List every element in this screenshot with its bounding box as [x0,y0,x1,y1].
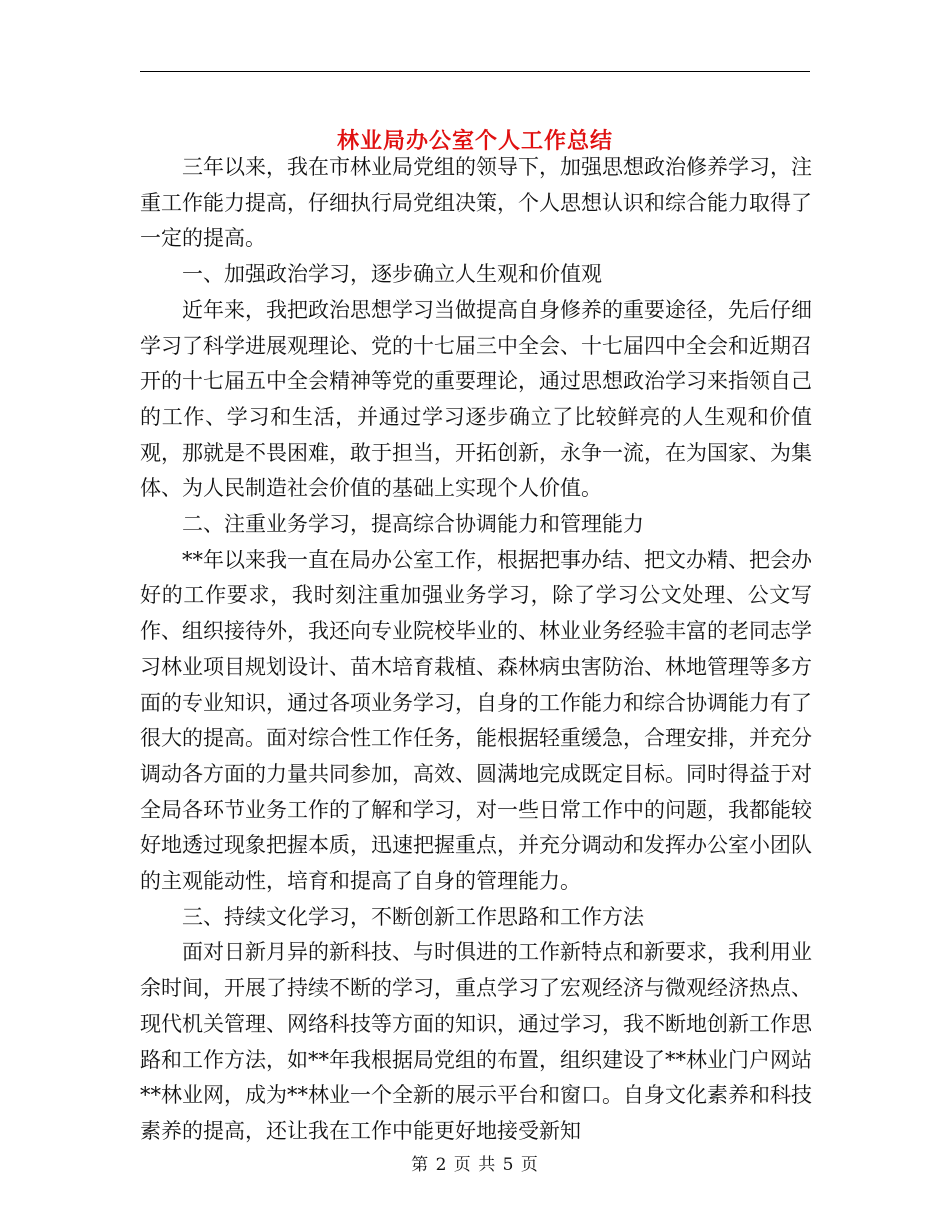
document-body [140,150,812,1150]
section-2-paragraph: **年以来我一直在局办公室工作，根据把事办结、把文办精、把会办好的工作要求，我时刻注重加强业务学习，除了学习公文处理、公文写作、组织接待外，我还向专业院校毕业的、林业业务经验丰富的老同志学习林业项目规划设计、苗木培育栽植、森林病虫害防治、林地管理等多方面的专业知识，通过各项业务学习，自身的工作能力和综合协调能力有了很大的提高。面对综合性工作任务，能根据轻重缓急，合理安排，并充分调动各方面的力量共同参加，高效、圆满地完成既定目标。同时得益于对全局各环节业务工作的了解和学习，对一些日常工作中的问题，我都能较好地透过现象把握本质，迅速把握重点，并充分调动和发挥办公室小团队的主观能动性，培育和提高了自身的管理能力。 [140,547,812,894]
section-heading-2: 二、注重业务学习，提高综合协调能力和管理能力 [182,512,644,537]
intro-paragraph: 三年以来，我在市林业局党组的领导下，加强思想政治修养学习，注重工作能力提高，仔细执行局党组决策，个人思想认识和综合能力取得了一定的提高。 [140,155,812,251]
section-heading-3: 三、持续文化学习，不断创新工作思路和工作方法 [182,904,644,929]
header-rule [140,71,810,72]
section-heading-1: 一、加强政治学习，逐步确立人生观和价值观 [182,262,602,287]
section-3-paragraph: 面对日新月异的新科技、与时俱进的工作新特点和新要求，我利用业余时间，开展了持续不断的学习，重点学习了宏观经济与微观经济热点、现代机关管理、网络科技等方面的知识，通过学习，我不断地创新工作思路和工作方法，如**年我根据局党组的布置，组织建设了**林业门户网站**林业网，成为**林业一个全新的展示平台和窗口。自身文化素养和科技素养的提高，还让我在工作中能更好地接受新知 [140,940,812,1143]
document-title: 林业局办公室个人工作总结 [336,127,613,154]
page-number: 第 2 页 共 5 页 [411,1155,539,1175]
section-1-paragraph: 近年来，我把政治思想学习当做提高自身修养的重要途径，先后仔细学习了科学进展观理论、党的十七届三中全会、十七届四中全会和近期召开的十七届五中全会精神等党的重要理论，通过思想政治学习来指领自己的工作、学习和生活，并通过学习逐步确立了比较鲜亮的人生观和价值观，那就是不畏困难，敢于担当，开拓创新，永争一流，在为国家、为集体、为人民制造社会价值的基础上实现个人价值。 [140,297,812,501]
